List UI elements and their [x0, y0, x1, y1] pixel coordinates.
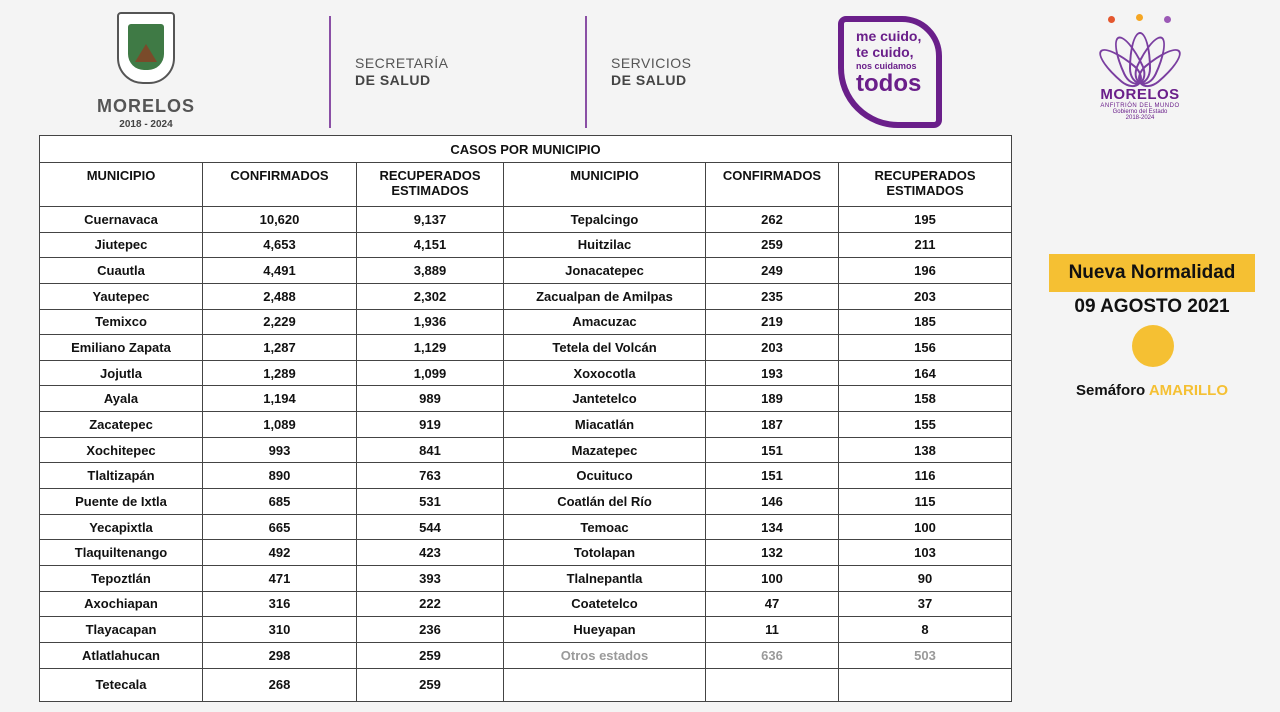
- confirmados-cell: 1,089: [203, 412, 357, 438]
- col-recuperados-2: RECUPERADOS ESTIMADOS: [839, 163, 1012, 207]
- confirmados-cell: 492: [203, 540, 357, 566]
- recuperados-cell: 2,302: [357, 283, 504, 309]
- recuperados-cell: 423: [357, 540, 504, 566]
- table-row: [40, 463, 1012, 489]
- confirmados-cell: 151: [706, 463, 839, 489]
- recuperados-cell: 8: [839, 617, 1012, 643]
- recuperados-cell: 211: [839, 232, 1012, 258]
- municipio-cell: Cuernavaca: [40, 207, 203, 233]
- table-row: [40, 360, 1012, 386]
- municipio-cell: [504, 668, 706, 701]
- municipio-cell: Totolapan: [504, 540, 706, 566]
- municipio-cell: Jiutepec: [40, 232, 203, 258]
- municipio-cell: Axochiapan: [40, 591, 203, 617]
- recuperados-cell: 103: [839, 540, 1012, 566]
- confirmados-cell: 1,287: [203, 335, 357, 361]
- recuperados-cell: 196: [839, 258, 1012, 284]
- semaforo-light-icon: [1132, 325, 1174, 367]
- table-row: [40, 207, 1012, 233]
- confirmados-cell: 665: [203, 514, 357, 540]
- table-row: [40, 591, 1012, 617]
- recuperados-cell: 115: [839, 489, 1012, 515]
- table-row: [40, 617, 1012, 643]
- confirmados-cell: 11: [706, 617, 839, 643]
- confirmados-cell: 636: [706, 642, 839, 668]
- recuperados-cell: 195: [839, 207, 1012, 233]
- recuperados-cell: 544: [357, 514, 504, 540]
- recuperados-cell: 185: [839, 309, 1012, 335]
- recuperados-cell: [839, 668, 1012, 701]
- table-row: [40, 642, 1012, 668]
- municipio-cell: Atlatlahucan: [40, 642, 203, 668]
- confirmados-cell: 259: [706, 232, 839, 258]
- right-logo-sub2: Gobierno del Estado: [1112, 109, 1168, 115]
- confirmados-cell: 219: [706, 309, 839, 335]
- confirmados-cell: 146: [706, 489, 839, 515]
- recuperados-cell: 155: [839, 412, 1012, 438]
- municipio-cell: Tlayacapan: [40, 617, 203, 643]
- confirmados-cell: 189: [706, 386, 839, 412]
- recuperados-cell: 138: [839, 437, 1012, 463]
- municipio-cell: Miacatlán: [504, 412, 706, 438]
- municipio-cell: Cuautla: [40, 258, 203, 284]
- municipio-cell: Hueyapan: [504, 617, 706, 643]
- org2-line1: SERVICIOS: [611, 55, 692, 71]
- semaforo-status: [1049, 382, 1255, 399]
- confirmados-cell: 4,491: [203, 258, 357, 284]
- recuperados-cell: 9,137: [357, 207, 504, 233]
- col-municipio-2: MUNICIPIO: [504, 163, 706, 207]
- col-municipio: MUNICIPIO: [40, 163, 203, 207]
- campaign-line4: todos: [856, 70, 922, 97]
- morelos-anfitrion-logo: [1088, 14, 1192, 134]
- table-title: CASOS POR MUNICIPIO: [40, 136, 1012, 163]
- confirmados-cell: 1,289: [203, 360, 357, 386]
- municipio-cell: Puente de Ixtla: [40, 489, 203, 515]
- col-confirmados: CONFIRMADOS: [203, 163, 357, 207]
- table-row: [40, 565, 1012, 591]
- municipio-cell: Jojutla: [40, 360, 203, 386]
- recuperados-cell: 90: [839, 565, 1012, 591]
- confirmados-cell: 993: [203, 437, 357, 463]
- campaign-line3: nos cuidamos: [856, 61, 917, 71]
- semaforo-label: Semáforo: [1076, 382, 1146, 399]
- table-row: [40, 437, 1012, 463]
- recuperados-cell: 763: [357, 463, 504, 489]
- table-row: [40, 232, 1012, 258]
- confirmados-cell: 203: [706, 335, 839, 361]
- municipio-cell: Emiliano Zapata: [40, 335, 203, 361]
- divider: [329, 16, 331, 128]
- recuperados-cell: 1,936: [357, 309, 504, 335]
- municipio-cell: Jonacatepec: [504, 258, 706, 284]
- right-logo-name: MORELOS: [1100, 86, 1180, 103]
- municipio-cell: Zacualpan de Amilpas: [504, 283, 706, 309]
- campaign-logo: [838, 16, 942, 128]
- confirmados-cell: 268: [203, 668, 357, 701]
- recuperados-cell: 158: [839, 386, 1012, 412]
- municipio-cell: Xoxocotla: [504, 360, 706, 386]
- recuperados-cell: 503: [839, 642, 1012, 668]
- confirmados-cell: 132: [706, 540, 839, 566]
- confirmados-cell: 685: [203, 489, 357, 515]
- lotus-flower-icon: [1098, 14, 1182, 84]
- campaign-line2: te cuido,: [856, 44, 914, 60]
- table-row: [40, 489, 1012, 515]
- recuperados-cell: 393: [357, 565, 504, 591]
- state-years: 2018 - 2024: [119, 119, 173, 130]
- confirmados-cell: 316: [203, 591, 357, 617]
- recuperados-cell: 4,151: [357, 232, 504, 258]
- col-recuperados: RECUPERADOS ESTIMADOS: [357, 163, 504, 207]
- recuperados-cell: 203: [839, 283, 1012, 309]
- phase-badge: Nueva Normalidad: [1049, 254, 1255, 292]
- municipio-cell: Tepoztlán: [40, 565, 203, 591]
- org1-line1: SECRETARÍA: [355, 55, 449, 71]
- municipio-cell: Zacatepec: [40, 412, 203, 438]
- table-row: [40, 309, 1012, 335]
- table-row: [40, 412, 1012, 438]
- semaforo-color-name: AMARILLO: [1148, 382, 1228, 399]
- org2-line2: DE SALUD: [611, 72, 687, 88]
- table-row: [40, 540, 1012, 566]
- recuperados-cell: 116: [839, 463, 1012, 489]
- report-date: 09 AGOSTO 2021: [1074, 296, 1230, 317]
- recuperados-cell: 259: [357, 642, 504, 668]
- municipio-cell: Huitzilac: [504, 232, 706, 258]
- servicios-salud-logo: [611, 55, 692, 89]
- recuperados-cell: 259: [357, 668, 504, 701]
- table-row: [40, 258, 1012, 284]
- municipio-cell: Xochitepec: [40, 437, 203, 463]
- recuperados-cell: 841: [357, 437, 504, 463]
- state-name: MORELOS: [96, 96, 195, 116]
- campaign-line1: me cuido,: [856, 28, 922, 44]
- confirmados-cell: 262: [706, 207, 839, 233]
- confirmados-cell: 187: [706, 412, 839, 438]
- recuperados-cell: 989: [357, 386, 504, 412]
- confirmados-cell: 10,620: [203, 207, 357, 233]
- confirmados-cell: 890: [203, 463, 357, 489]
- municipio-cell: Tlaltizapán: [40, 463, 203, 489]
- confirmados-cell: 47: [706, 591, 839, 617]
- municipio-cell: Yecapixtla: [40, 514, 203, 540]
- confirmados-cell: 151: [706, 437, 839, 463]
- municipio-cell: Tlaquiltenango: [40, 540, 203, 566]
- org1-line2: DE SALUD: [355, 72, 431, 88]
- confirmados-cell: 310: [203, 617, 357, 643]
- secretaria-salud-logo: [355, 55, 448, 89]
- recuperados-cell: 164: [839, 360, 1012, 386]
- municipio-cell: Ayala: [40, 386, 203, 412]
- municipio-cell: Jantetelco: [504, 386, 706, 412]
- right-logo-sub: ANFITRIÓN DEL MUNDO: [1100, 103, 1180, 109]
- recuperados-cell: 156: [839, 335, 1012, 361]
- recuperados-cell: 100: [839, 514, 1012, 540]
- header: [0, 0, 1280, 134]
- confirmados-cell: 100: [706, 565, 839, 591]
- municipio-cell: Coatlán del Río: [504, 489, 706, 515]
- confirmados-cell: 4,653: [203, 232, 357, 258]
- confirmados-cell: 249: [706, 258, 839, 284]
- municipio-cell: Mazatepec: [504, 437, 706, 463]
- table-row: [40, 514, 1012, 540]
- municipio-cell: Tetecala: [40, 668, 203, 701]
- municipio-cell: Ocuituco: [504, 463, 706, 489]
- recuperados-cell: 236: [357, 617, 504, 643]
- confirmados-cell: 193: [706, 360, 839, 386]
- municipio-cell: Tlalnepantla: [504, 565, 706, 591]
- table-row: [40, 335, 1012, 361]
- municipio-cell: Temixco: [40, 309, 203, 335]
- col-confirmados-2: CONFIRMADOS: [706, 163, 839, 207]
- cases-by-municipality-table: [39, 135, 1012, 702]
- municipio-cell: Amacuzac: [504, 309, 706, 335]
- municipio-cell: Temoac: [504, 514, 706, 540]
- municipio-cell: Tepalcingo: [504, 207, 706, 233]
- recuperados-cell: 1,099: [357, 360, 504, 386]
- recuperados-cell: 1,129: [357, 335, 504, 361]
- municipio-cell: Tetela del Volcán: [504, 335, 706, 361]
- confirmados-cell: 1,194: [203, 386, 357, 412]
- coat-of-arms-icon: [117, 12, 175, 84]
- recuperados-cell: 222: [357, 591, 504, 617]
- divider: [585, 16, 587, 128]
- right-logo-years: 2018-2024: [1125, 115, 1155, 121]
- confirmados-cell: [706, 668, 839, 701]
- municipio-cell: Otros estados: [504, 642, 706, 668]
- confirmados-cell: 2,229: [203, 309, 357, 335]
- table-row: [40, 283, 1012, 309]
- municipio-cell: Yautepec: [40, 283, 203, 309]
- recuperados-cell: 37: [839, 591, 1012, 617]
- confirmados-cell: 471: [203, 565, 357, 591]
- table-row: [40, 668, 1012, 701]
- confirmados-cell: 2,488: [203, 283, 357, 309]
- municipio-cell: Coatetelco: [504, 591, 706, 617]
- confirmados-cell: 134: [706, 514, 839, 540]
- confirmados-cell: 235: [706, 283, 839, 309]
- table-header-row: [40, 163, 1012, 207]
- confirmados-cell: 298: [203, 642, 357, 668]
- table-row: [40, 386, 1012, 412]
- recuperados-cell: 919: [357, 412, 504, 438]
- recuperados-cell: 531: [357, 489, 504, 515]
- recuperados-cell: 3,889: [357, 258, 504, 284]
- morelos-logo: [90, 12, 202, 134]
